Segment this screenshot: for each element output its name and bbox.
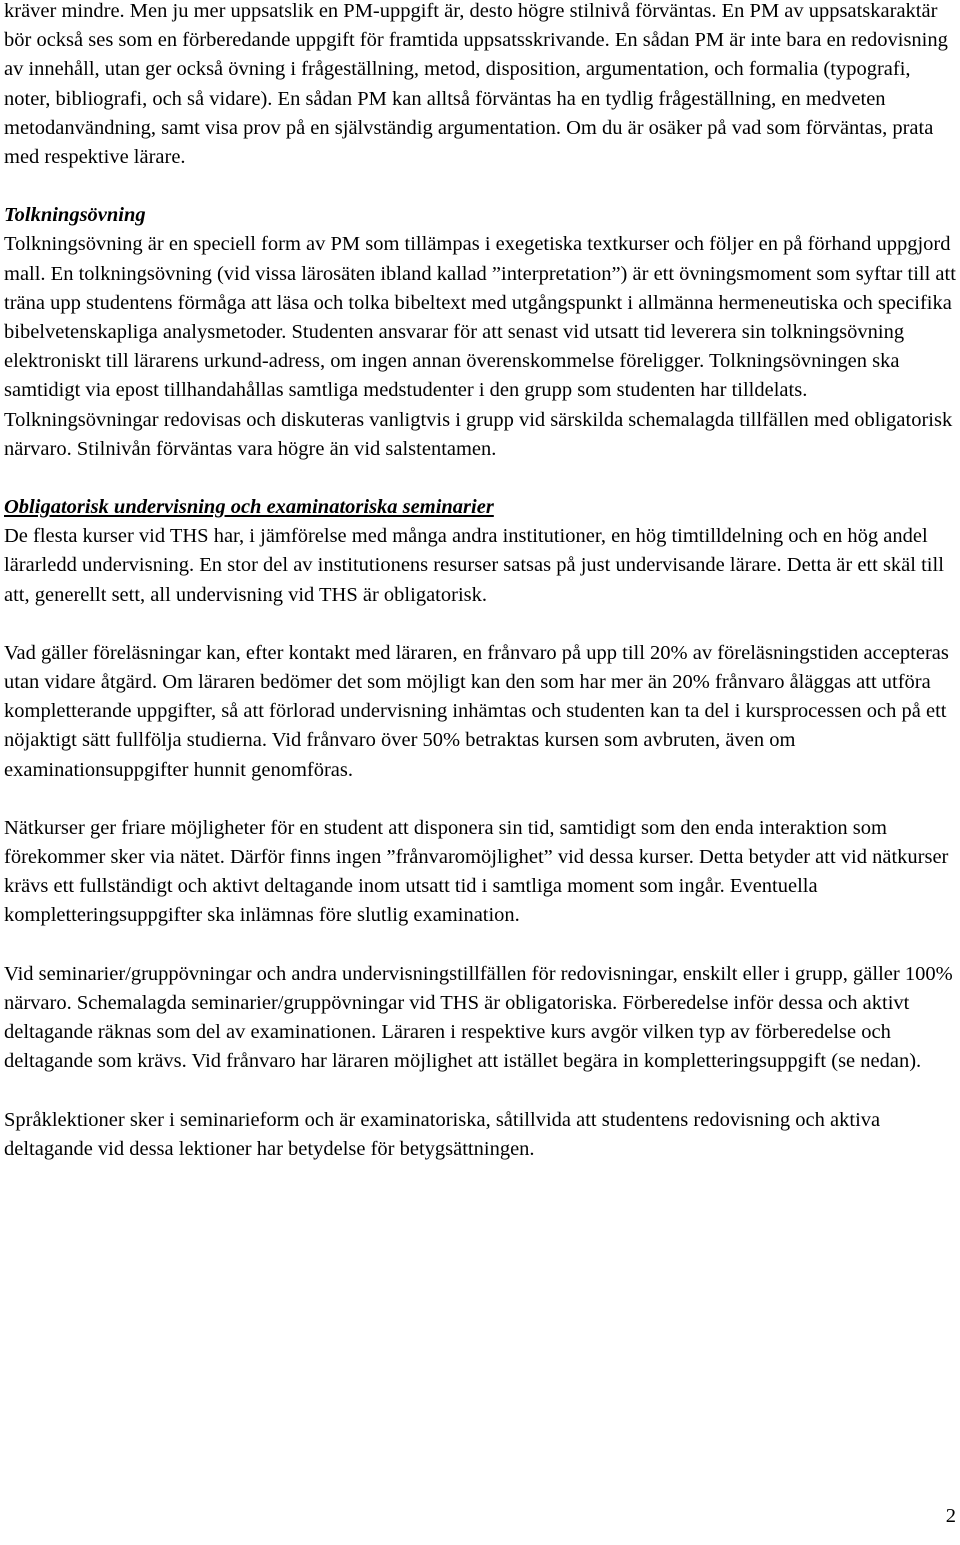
natkurser-paragraph: Nätkurser ger friare möjligheter för en student att disponera sin tid, samtidigt som den enda interaktion som förekommer sker via nätet. Därför finns ingen ”frånvaromöjlighet” vid dessa kurser. Detta betyder att vid nätkurser krävs ett fullständigt och aktivt deltagande inom utsatt tid i samtliga moment som ingår. Eventuella kompletteringsuppgifter ska inlämnas före slutlig examination. xyxy=(4,816,949,927)
intro-paragraph: kräver mindre. Men ju mer uppsatslik en PM-uppgift är, desto högre stilnivå förväntas. En PM av uppsatskaraktär bör också ses som en förberedande uppgift för framtida uppsatsskrivande. En sådan PM är inte bara en redovisning av innehåll, utan ger också övning i frågeställning, metod, disposition, argumentation, och formalia (typografi, noter, bibliografi, och så vidare). En sådan PM kan alltså förväntas ha en tydlig frågeställning, en medveten metodanvändning, samt visa prov på en självständig argumentation. Om du är osäker på vad som förväntas, prata med respektive lärare. xyxy=(4,0,948,169)
obligatorisk-undervisning-paragraph: De flesta kurser vid THS har, i jämförelse med många andra institutioner, en hög timtilldelning och en hög andel lärarledd undervisning. En stor del av institutionens resurser satsas på just undervisande lärare. Detta är ett skäl till att, generellt sett, all undervisning vid THS är obligatorisk. xyxy=(4,525,944,606)
tolkningsovning-heading: Tolkningsövning xyxy=(4,204,146,227)
spraklektioner-paragraph: Språklektioner sker i seminarieform och är examinatoriska, såtillvida att studentens redovisning och aktiva deltagande vid dessa lektioner har betydelse för betygsättningen. xyxy=(4,1108,881,1160)
obligatorisk-undervisning-heading: Obligatorisk undervisning och examinatoriska seminarier xyxy=(4,496,494,519)
seminarier-paragraph: Vid seminarier/gruppövningar och andra undervisningstillfällen för redovisningar, enskilt eller i grupp, gäller 100% närvaro. Schemalagda seminarier/gruppövningar vid THS är obligatoriska. Förberedelse inför dessa och aktivt deltagande räknas som del av examinationen. Läraren i respektive kurs avgör vilken typ av förberedelse och deltagande som krävs. Vid frånvaro har läraren möjlighet att istället begära in kompletteringsuppgift (se nedan). xyxy=(4,962,953,1073)
document-page xyxy=(4,0,956,1164)
page-number: 2 xyxy=(945,1505,956,1527)
forelasningar-paragraph: Vad gäller föreläsningar kan, efter kontakt med läraren, en frånvaro på upp till 20% av föreläsningstiden accepteras utan vidare åtgärd. Om läraren bedömer det som möjligt kan den som har mer än 20% frånvaro åläggas att utföra kompletterande uppgifter, så att förlorad undervisning inhämtas och studenten kan ta del i kursprocessen och på ett nöjaktigt sätt fullfölja studierna. Vid frånvaro över 50% betraktas kursen som avbruten, även om examinationsuppgifter hunnit genomföras. xyxy=(4,641,949,781)
tolkningsovning-paragraph: Tolkningsövning är en speciell form av PM som tillämpas i exegetiska textkurser och följer en på förhand uppgjord mall. En tolkningsövning (vid vissa lärosäten ibland kallad ”interpretation”) är ett övningsmoment som syftar till att träna upp studentens förmåga att läsa och tolka bibeltext med utgångspunkt i allmänna hermeneutiska och specifika bibelvetenskapliga analysmetoder. Studenten ansvarar för att senast vid utsatt tid leverera sin tolkningsövning elektroniskt till lärarens urkund-adress, om ingen annan överenskommelse föreligger. Tolkningsövningen ska samtidigt via epost tillhandahållas samtliga medstudenter i den grupp som studenten har tilldelats. Tolkningsövningar redovisas och diskuteras vanligtvis i grupp vid särskilda schemalagda tillfällen med obligatorisk närvaro. Stilnivån förväntas vara högre än vid salstentamen. xyxy=(4,233,956,460)
